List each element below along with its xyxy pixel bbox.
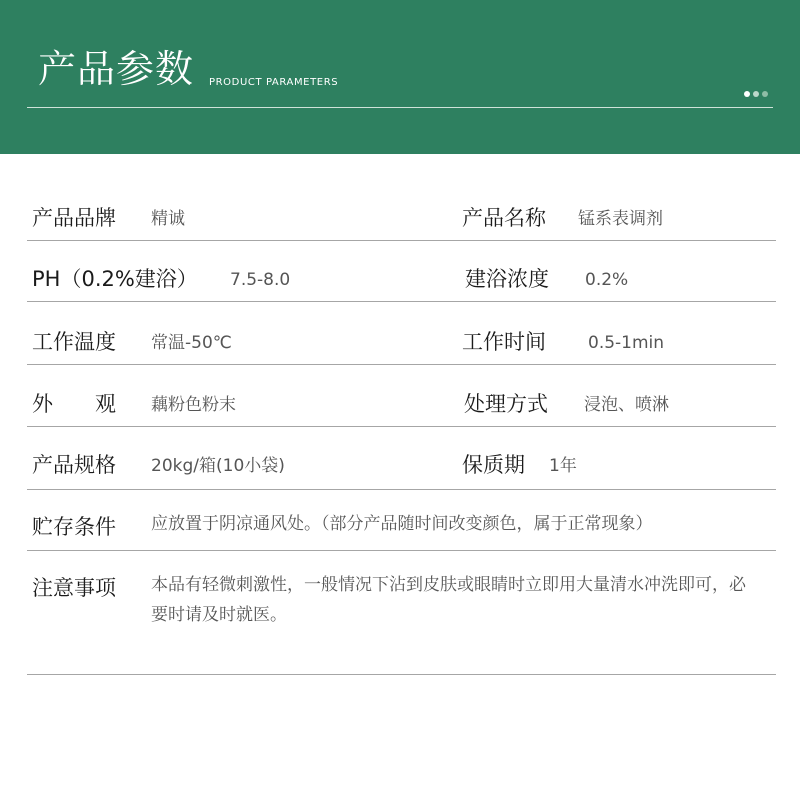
dot-icon xyxy=(744,91,750,97)
spec-label: 产品规格 xyxy=(32,453,116,477)
product-name-label: 产品名称 xyxy=(462,206,546,230)
ph-value: 7.5-8.0 xyxy=(230,270,291,290)
header-divider xyxy=(27,107,773,108)
param-row-notice xyxy=(27,551,776,675)
param-row-brand xyxy=(27,179,776,241)
notice-label: 注意事项 xyxy=(32,576,116,600)
param-row-spec xyxy=(27,427,776,490)
appearance-value: 藕粉色粉末 xyxy=(151,395,236,415)
treatment-method-value: 浸泡、喷淋 xyxy=(584,395,669,415)
dot-icon xyxy=(753,91,759,97)
header-banner xyxy=(0,0,800,154)
bath-concentration-value: 0.2% xyxy=(585,270,629,290)
work-time-label: 工作时间 xyxy=(462,330,546,354)
product-name-value: 锰系表调剂 xyxy=(578,209,663,229)
dots-icon xyxy=(744,91,768,98)
brand-label: 产品品牌 xyxy=(32,206,116,230)
work-temperature-value: 常温-50℃ xyxy=(151,333,232,353)
work-temperature-label: 工作温度 xyxy=(32,330,116,354)
storage-label: 贮存条件 xyxy=(32,515,116,539)
treatment-method-label: 处理方式 xyxy=(464,392,548,416)
brand-value: 精诚 xyxy=(151,209,185,229)
param-row-temperature xyxy=(27,302,776,365)
param-row-storage xyxy=(27,490,776,551)
spec-value: 20kg/箱(10小袋) xyxy=(151,456,285,476)
shelf-life-value: 1年 xyxy=(549,456,577,476)
page-title: 产品参数 xyxy=(38,47,195,91)
param-row-appearance xyxy=(27,365,776,427)
storage-value: 应放置于阴凉通风处。（部分产品随时间改变颜色，属于正常现象） xyxy=(151,514,653,534)
param-row-ph xyxy=(27,241,776,302)
page-subtitle: PRODUCT PARAMETERS xyxy=(209,77,339,88)
ph-label: PH（0.2%建浴） xyxy=(32,267,198,291)
notice-value: 本品有轻微刺激性，一般情况下沾到皮肤或眼睛时立即用大量清水冲洗即可，必要时请及时就医。 xyxy=(151,575,746,625)
appearance-label: 外 观 xyxy=(32,392,116,416)
dot-icon xyxy=(762,91,768,97)
shelf-life-label: 保质期 xyxy=(462,453,525,477)
bath-concentration-label: 建浴浓度 xyxy=(465,267,549,291)
work-time-value: 0.5-1min xyxy=(588,333,665,353)
